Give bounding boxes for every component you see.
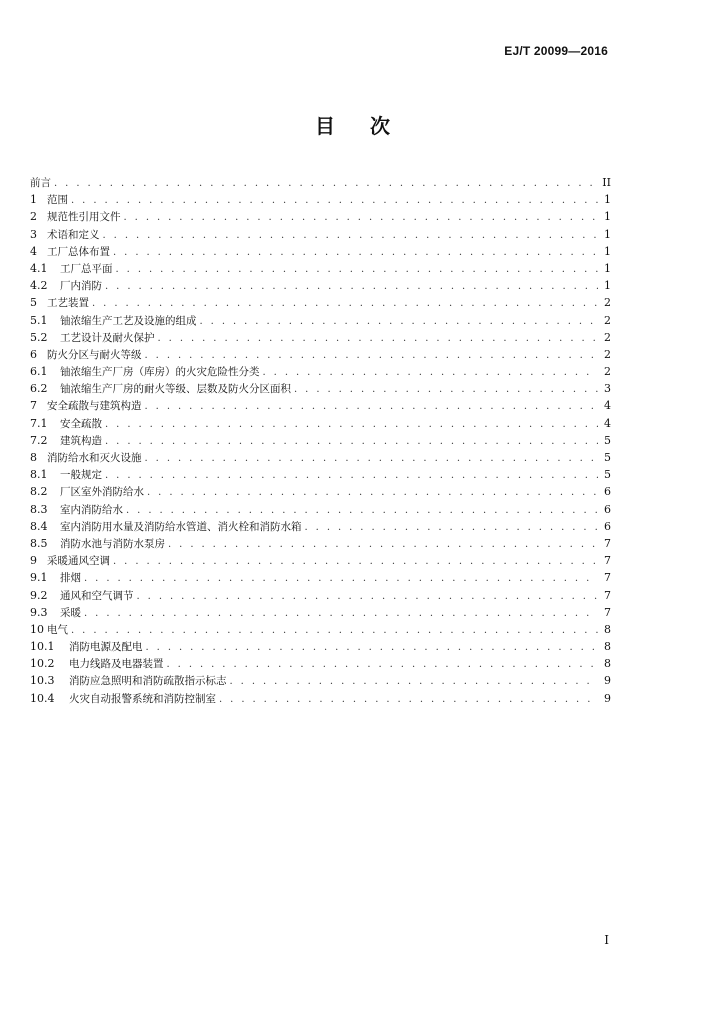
toc-entry-number: 10 — [30, 622, 44, 636]
toc-entry[interactable] — [30, 243, 611, 260]
toc-entry-number: 5.2 — [30, 330, 48, 344]
toc-entry-title: 采暖通风空调 — [47, 555, 110, 568]
toc-leader-dots — [113, 244, 598, 261]
toc-entry-page: 7 — [604, 536, 611, 550]
toc-leader-dots — [71, 622, 598, 639]
toc-leader-dots — [105, 278, 598, 295]
toc-leader-dots — [147, 484, 598, 501]
toc-entry-page: 6 — [604, 519, 611, 533]
toc-leader-dots — [105, 416, 598, 433]
toc-leader-dots — [145, 398, 599, 415]
toc-entry-title: 铀浓缩生产工艺及设施的组成 — [60, 314, 197, 327]
toc-entry[interactable] — [30, 397, 611, 414]
toc-leader-dots — [92, 295, 598, 312]
toc-entry[interactable] — [30, 174, 611, 191]
toc-entry[interactable] — [30, 501, 611, 518]
toc-entry-number: 9 — [30, 554, 37, 568]
standard-code: EJ/T 20099—2016 — [504, 44, 608, 58]
toc-entry-number: 10.2 — [30, 657, 55, 671]
toc-leader-dots — [116, 261, 599, 278]
toc-leader-dots — [103, 227, 599, 244]
toc-entry[interactable] — [30, 312, 611, 329]
toc-entry-title: 工艺设计及耐火保护 — [60, 331, 155, 344]
toc-entry-number: 5.1 — [30, 313, 48, 327]
toc-entry-title: 安全疏散与建筑构造 — [47, 400, 142, 413]
toc-entry[interactable] — [30, 483, 611, 500]
toc-entry-page: 4 — [604, 399, 611, 413]
toc-entry-title: 厂区室外消防给水 — [60, 486, 144, 499]
toc-entry-page: 4 — [604, 416, 611, 430]
toc-entry-title: 消防水池与消防水泵房 — [60, 537, 165, 550]
toc-entry-page: 1 — [604, 227, 611, 241]
toc-entry[interactable] — [30, 432, 611, 449]
page-number: I — [604, 933, 609, 947]
toc-entry-page: 1 — [604, 261, 611, 275]
toc-leader-dots — [158, 330, 599, 347]
toc-entry-title: 排烟 — [60, 572, 81, 585]
toc-entry-title: 电气 — [47, 623, 68, 636]
toc-entry[interactable] — [30, 552, 611, 569]
toc-entry-number: 4.1 — [30, 261, 48, 275]
toc-entry-number: 7 — [30, 399, 37, 413]
toc-entry-title: 铀浓缩生产厂房的耐火等级、层数及防火分区面积 — [60, 383, 291, 396]
toc-entry-title: 建筑构造 — [60, 434, 102, 447]
toc-entry-number: 6.1 — [30, 365, 48, 379]
toc-entry-page: 3 — [604, 382, 611, 396]
toc-leader-dots — [146, 639, 599, 656]
toc-entry-page: 2 — [604, 347, 611, 361]
toc-entry-number: 2 — [30, 210, 37, 224]
toc-entry[interactable] — [30, 690, 611, 707]
toc-entry-title: 厂内消防 — [60, 280, 102, 293]
toc-entry-number: 8 — [30, 451, 37, 464]
toc-entry[interactable] — [30, 329, 611, 346]
toc-entry-number: 8.4 — [30, 519, 48, 533]
toc-entry-title: 消防应急照明和消防疏散指示标志 — [69, 675, 227, 688]
toc-entry[interactable] — [30, 380, 611, 397]
toc-entry-title: 术语和定义 — [47, 228, 100, 241]
toc-entry-page: 8 — [604, 657, 611, 671]
toc-entry-title: 火灾自动报警系统和消防控制室 — [69, 692, 216, 705]
toc-entry-page: 8 — [604, 622, 611, 636]
toc-entry-page: 2 — [604, 296, 611, 310]
toc-leader-dots — [230, 673, 599, 690]
toc-entry[interactable] — [30, 638, 611, 655]
toc-entry-title: 工厂总体布置 — [47, 245, 110, 258]
toc-leader-dots — [105, 467, 598, 484]
toc-entry[interactable] — [30, 277, 611, 294]
toc-entry-title: 通风和空气调节 — [60, 589, 134, 602]
toc-entry-title: 室内消防用水量及消防给水管道、消火栓和消防水箱 — [60, 520, 302, 533]
page-title: 目 次 — [315, 114, 404, 138]
toc-entry-number: 4 — [30, 244, 37, 258]
toc-leader-dots — [137, 588, 599, 605]
toc-entry[interactable] — [30, 569, 611, 586]
toc-entry[interactable] — [30, 260, 611, 277]
table-of-contents — [30, 174, 611, 707]
toc-entry-page: 2 — [604, 365, 611, 379]
toc-entry-number: 9.1 — [30, 571, 48, 585]
toc-entry-page: 7 — [604, 571, 611, 585]
toc-entry-page: 6 — [604, 485, 611, 499]
toc-entry-number: 8.2 — [30, 485, 48, 499]
toc-entry[interactable] — [30, 294, 611, 311]
toc-entry-number: 6 — [30, 347, 37, 361]
toc-leader-dots — [105, 433, 598, 450]
toc-entry-number: 10.4 — [30, 691, 55, 705]
toc-entry-title: 一般规定 — [60, 469, 102, 482]
toc-entry[interactable] — [30, 363, 611, 380]
toc-entry-title: 前言 — [30, 177, 51, 189]
toc-entry-number: 7.1 — [30, 416, 48, 430]
toc-leader-dots — [305, 519, 599, 536]
toc-entry[interactable] — [30, 621, 611, 638]
toc-entry-page: 7 — [604, 554, 611, 568]
toc-entry-number: 6.2 — [30, 382, 48, 396]
toc-entry-number: 9.3 — [30, 605, 48, 619]
toc-entry[interactable] — [30, 672, 611, 689]
toc-leader-dots — [126, 502, 598, 519]
toc-entry-number: 4.2 — [30, 279, 48, 293]
toc-entry-number: 7.2 — [30, 433, 48, 447]
toc-entry[interactable] — [30, 535, 611, 552]
toc-entry-number: 1 — [30, 193, 37, 207]
toc-leader-dots — [294, 381, 598, 398]
toc-entry-title: 消防给水和灭火设施 — [47, 452, 142, 464]
toc-leader-dots — [71, 192, 598, 209]
toc-entry[interactable] — [30, 191, 611, 208]
toc-leader-dots — [145, 450, 599, 467]
toc-entry-number: 5 — [30, 296, 37, 310]
toc-entry-page: 1 — [604, 244, 611, 258]
toc-entry-title: 范围 — [47, 194, 68, 207]
toc-entry-page: 2 — [604, 313, 611, 327]
toc-entry-page: 9 — [604, 674, 611, 688]
toc-entry-page: 1 — [604, 210, 611, 224]
toc-entry-title: 工艺装置 — [47, 297, 89, 310]
toc-entry-title: 规范性引用文件 — [47, 211, 121, 224]
toc-entry[interactable] — [30, 587, 611, 604]
toc-entry-number: 8.3 — [30, 502, 48, 516]
toc-entry[interactable] — [30, 466, 611, 483]
toc-entry-title: 采暖 — [60, 606, 81, 619]
toc-entry-title: 消防电源及配电 — [69, 641, 143, 654]
toc-entry-title: 工厂总平面 — [60, 262, 113, 275]
toc-entry-title: 铀浓缩生产厂房（库房）的火灾危险性分类 — [60, 366, 260, 379]
toc-entry-title: 室内消防给水 — [60, 503, 123, 516]
toc-entry-page: 9 — [604, 691, 611, 705]
toc-entry-number: 3 — [30, 227, 37, 241]
toc-entry-page: 5 — [604, 451, 611, 464]
toc-entry-title: 安全疏散 — [60, 417, 102, 430]
toc-entry-page: 7 — [604, 605, 611, 619]
toc-entry-page: 5 — [604, 468, 611, 482]
toc-leader-dots — [263, 364, 599, 381]
toc-entry-page: 5 — [604, 433, 611, 447]
toc-entry-page: 1 — [604, 193, 611, 207]
toc-entry[interactable] — [30, 415, 611, 432]
toc-entry-page: 1 — [604, 279, 611, 293]
toc-leader-dots — [124, 209, 599, 226]
toc-entry-number: 8.5 — [30, 536, 48, 550]
toc-leader-dots — [200, 313, 599, 330]
toc-leader-dots — [113, 553, 598, 570]
toc-entry[interactable] — [30, 346, 611, 363]
toc-entry-number: 10.1 — [30, 640, 55, 654]
toc-entry[interactable] — [30, 208, 611, 225]
toc-entry-page: II — [602, 176, 611, 189]
toc-entry[interactable] — [30, 449, 611, 466]
toc-entry-number: 10.3 — [30, 674, 55, 688]
toc-entry-title: 电力线路及电器装置 — [69, 658, 164, 671]
toc-entry-page: 6 — [604, 502, 611, 516]
toc-leader-dots — [84, 605, 598, 622]
toc-entry[interactable] — [30, 226, 611, 243]
toc-leader-dots — [145, 347, 599, 364]
toc-leader-dots — [168, 536, 598, 553]
toc-leader-dots — [54, 175, 598, 192]
toc-entry[interactable] — [30, 518, 611, 535]
toc-entry-number: 8.1 — [30, 468, 48, 482]
toc-entry-page: 7 — [604, 588, 611, 602]
toc-entry-title: 防火分区与耐火等级 — [47, 348, 142, 361]
toc-leader-dots — [219, 691, 598, 708]
toc-entry-number: 9.2 — [30, 588, 48, 602]
toc-entry[interactable] — [30, 655, 611, 672]
toc-entry-page: 8 — [604, 640, 611, 654]
toc-leader-dots — [84, 570, 598, 587]
toc-entry[interactable] — [30, 604, 611, 621]
toc-leader-dots — [167, 656, 599, 673]
toc-entry-page: 2 — [604, 330, 611, 344]
